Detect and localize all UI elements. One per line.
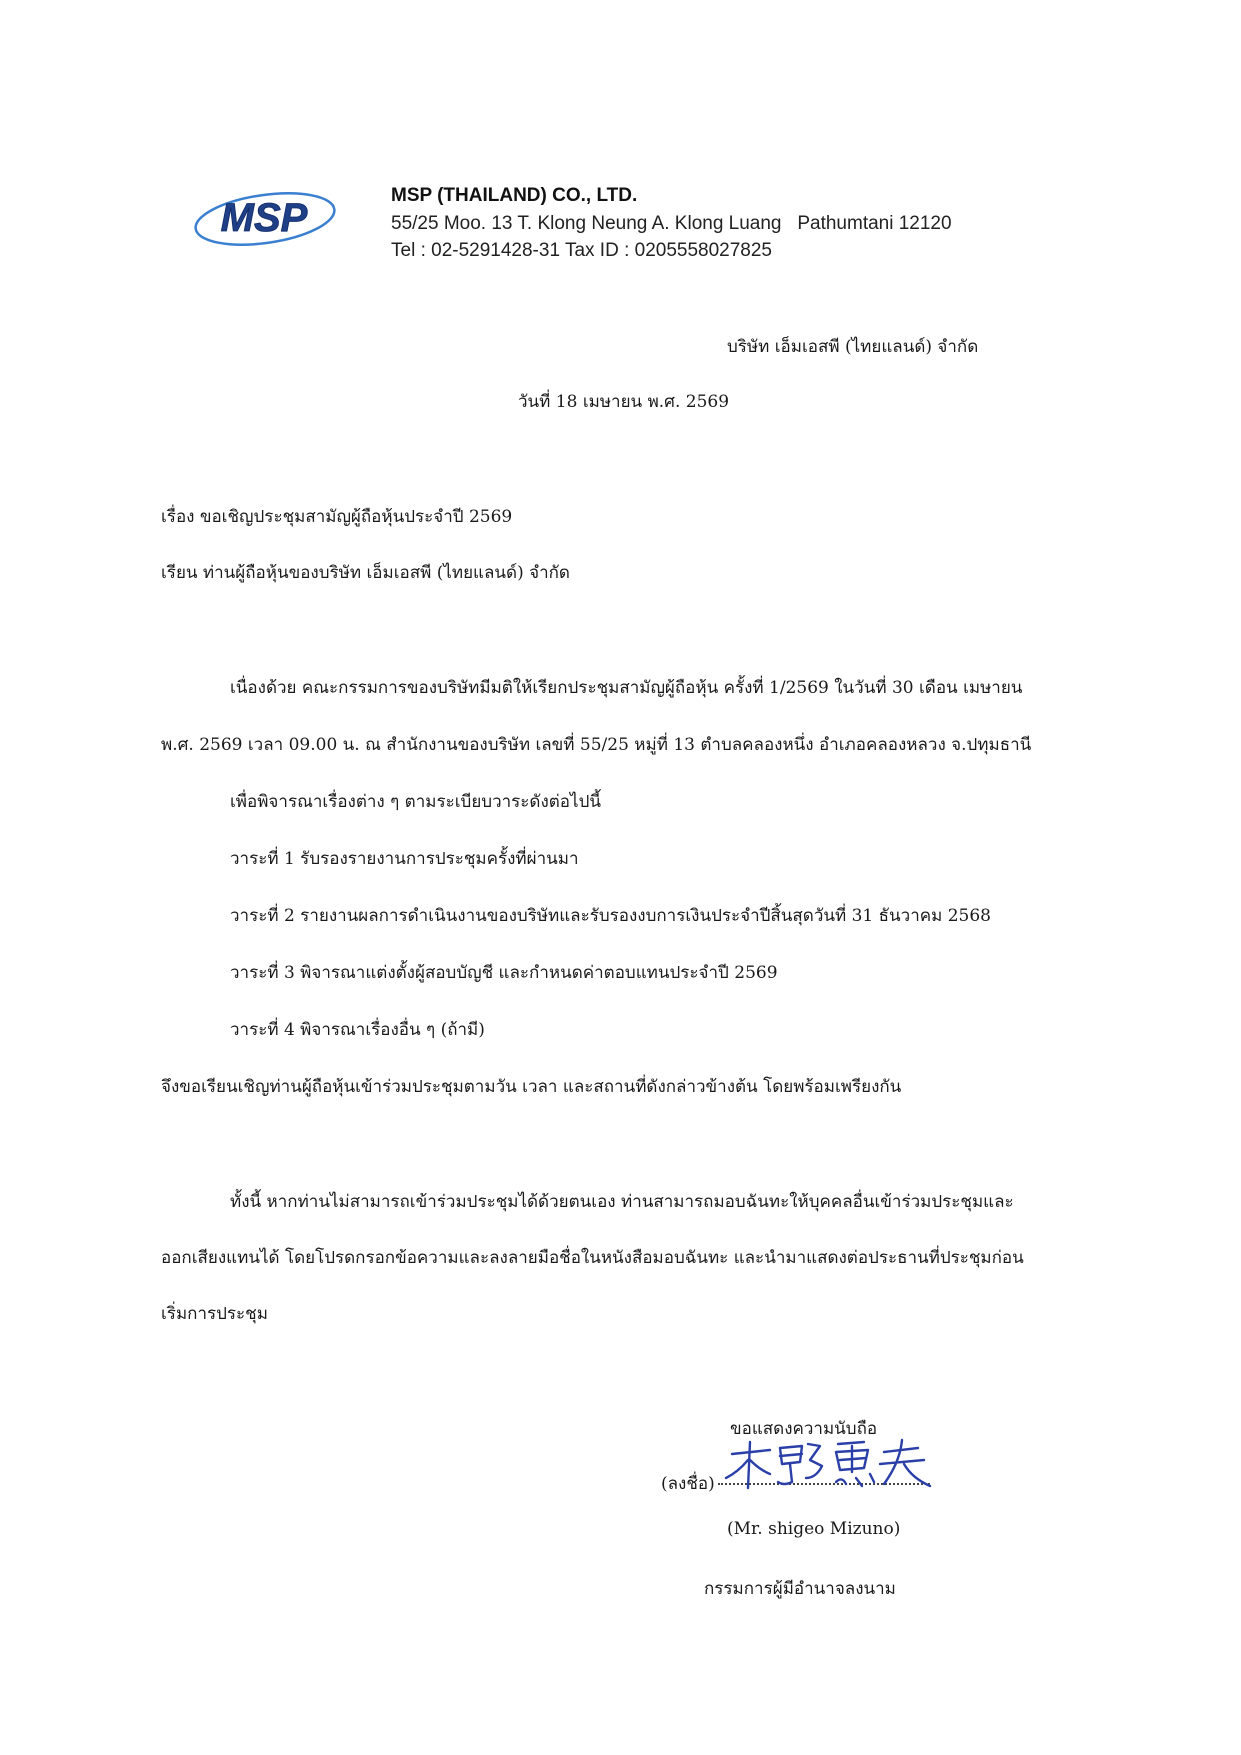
body-para1-line2: พ.ศ. 2569 เวลา 09.00 น. ณ สำนักงานของบริษัท เลขที่ 55/25 หมู่ที่ 13 ตำบลคลองหนึ่ง อำเภอคลองหลวง จ.ปทุมธานี [161,735,1032,755]
company-contact: Tel : 02-5291428-31 Tax ID : 0205558027825 [391,240,773,261]
invitation-text: จึงขอเรียนเชิญท่านผู้ถือหุ้นเข้าร่วมประชุมตามวัน เวลา และสถานที่ดังกล่าวข้างต้น โดยพร้อมเพรียงกัน [161,1077,902,1097]
agenda-item-1: วาระที่ 1 รับรองรายงานการประชุมครั้งที่ผ่านมา [230,849,579,869]
agenda-intro: เพื่อพิจารณาเรื่องต่าง ๆ ตามระเบียบวาระดังต่อไปนี้ [230,792,601,812]
letter-date: วันที่ 18 เมษายน พ.ศ. 2569 [518,392,730,412]
signer-title: กรรมการผู้มีอำนาจลงนาม [704,1579,896,1599]
proxy-line-2: ออกเสียงแทนได้ โดยโปรดกรอกข้อความและลงลายมือชื่อในหนังสือมอบฉันทะ และนำมาแสดงต่อประธานที่ประชุมก่อน [161,1248,1024,1268]
letter-subject: เรื่อง ขอเชิญประชุมสามัญผู้ถือหุ้นประจำปี 2569 [161,507,513,527]
agenda-item-3: วาระที่ 3 พิจารณาแต่งตั้งผู้สอบบัญชี และกำหนดค่าตอบแทนประจำปี 2569 [230,963,778,983]
company-address: 55/25 Moo. 13 T. Klong Neung A. Klong Luang Pathumtani 12120 [391,213,952,234]
msp-logo [192,183,338,253]
proxy-line-1: ทั้งนี้ หากท่านไม่สามารถเข้าร่วมประชุมได้ด้วยตนเอง ท่านสามารถมอบฉันทะให้บุคคลอื่นเข้าร่วมประชุมและ [230,1192,1014,1212]
signer-name: (Mr. shigeo Mizuno) [727,1519,901,1539]
signature [718,1438,933,1494]
logo-text: MSP [220,196,308,240]
sender-company: บริษัท เอ็มเอสพี (ไทยแลนด์) จำกัด [727,337,979,357]
company-name: MSP (THAILAND) CO., LTD. [391,185,638,206]
letter-recipient: เรียน ท่านผู้ถือหุ้นของบริษัท เอ็มเอสพี (ไทยแลนด์) จำกัด [161,563,570,583]
body-para1-line1: เนื่องด้วย คณะกรรมการของบริษัทมีมติให้เรียกประชุมสามัญผู้ถือหุ้น ครั้งที่ 1/2569 ในวันที่ 30 เดือน เมษายน [230,678,1023,698]
sign-label: (ลงชื่อ) [661,1474,715,1494]
agenda-item-2: วาระที่ 2 รายงานผลการดำเนินงานของบริษัทและรับรองงบการเงินประจำปีสิ้นสุดวันที่ 31 ธันวาคม 2568 [230,906,991,926]
agenda-item-4: วาระที่ 4 พิจารณาเรื่องอื่น ๆ (ถ้ามี) [230,1020,485,1040]
proxy-line-3: เริ่มการประชุม [161,1304,268,1324]
closing-regards: ขอแสดงความนับถือ [730,1419,878,1439]
